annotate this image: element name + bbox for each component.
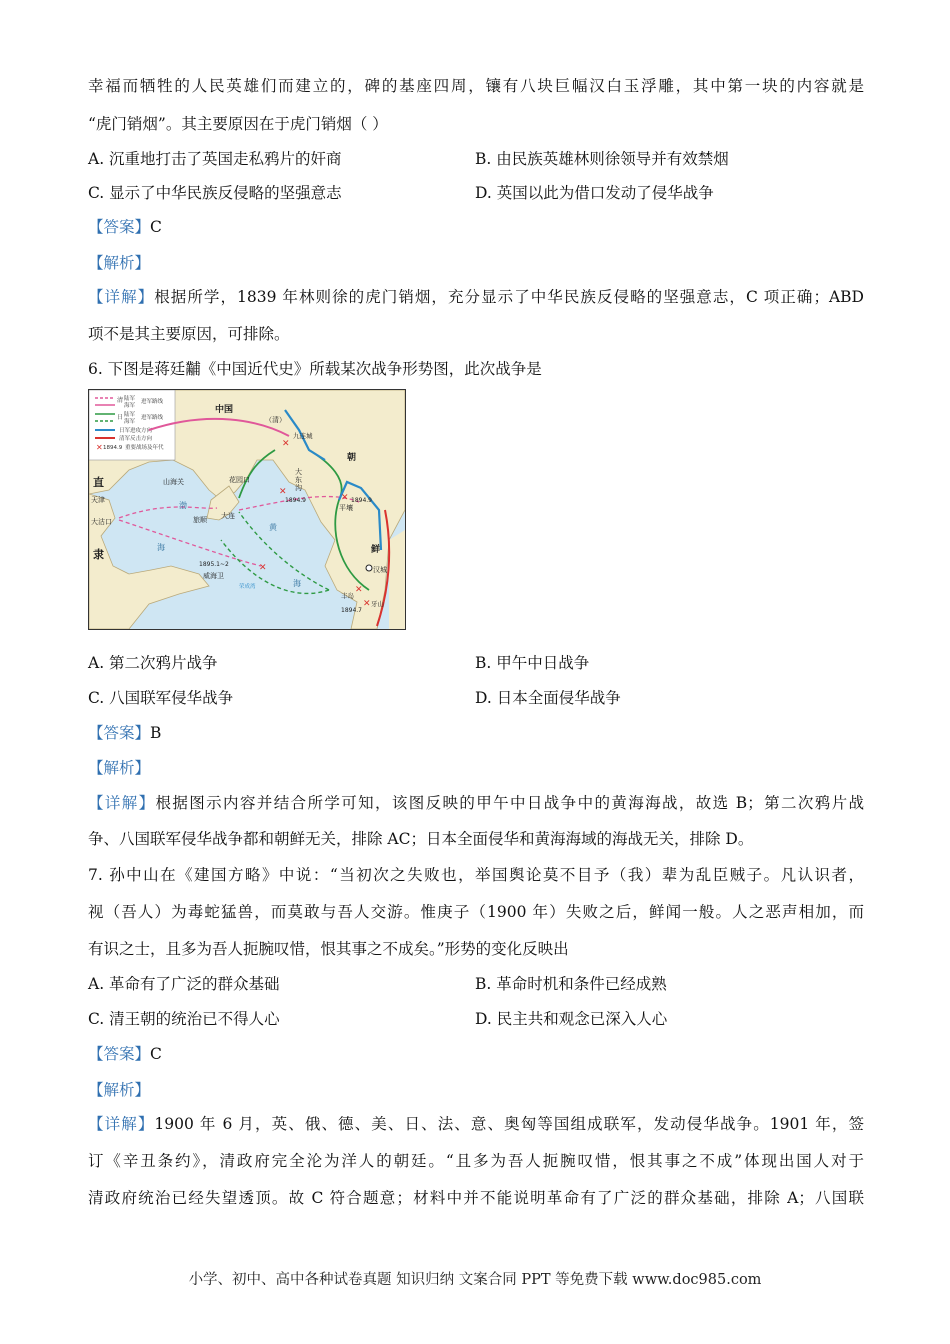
legend-qing-counter-label: 清军反击方向 bbox=[119, 436, 153, 442]
analysis-tag: 【解析】 bbox=[88, 254, 151, 272]
label-fengdao: 丰岛 bbox=[341, 592, 354, 600]
q6-option-c: C. 八国联军侵华战争 bbox=[88, 689, 234, 707]
q5-detail-line-2: 项不是其主要原因，可排除。 bbox=[88, 325, 290, 343]
label-qing: （清） bbox=[265, 416, 286, 424]
battle-marker: ✕ bbox=[341, 493, 349, 503]
answer-value: C bbox=[150, 218, 162, 236]
label-yashan: 牙山 bbox=[371, 600, 384, 608]
label-rongcheng: 荣成湾 bbox=[239, 584, 256, 590]
q5-stem-line-2: “虎门销烟”。其主要原因在于虎门销烟（ ） bbox=[88, 115, 388, 133]
battle-marker: ✕ bbox=[279, 487, 287, 497]
label-bo-sea-2: 海 bbox=[157, 543, 165, 552]
detail-text: 根据所学，1839 年林则徐的虎门销烟，充分显示了中华民族反侵略的坚强意志，C 项正确；ABD bbox=[154, 288, 864, 306]
korea-east-land bbox=[389, 530, 405, 629]
q7-option-d: D. 民主共和观念已深入人心 bbox=[475, 1010, 668, 1028]
legend-land-army-label: 陆军 bbox=[124, 396, 136, 402]
answer-value: C bbox=[150, 1045, 162, 1063]
answer-value: B bbox=[150, 724, 162, 742]
label-dadonggou-1: 大 bbox=[295, 468, 302, 476]
label-hancheng: 汉城 bbox=[373, 566, 387, 574]
label-battle-1895: 1895.1~2 bbox=[199, 561, 229, 568]
q5-option-a: A. 沉重地打击了英国走私鸦片的奸商 bbox=[88, 150, 342, 168]
detail-tag: 【详解】 bbox=[88, 1115, 155, 1133]
q5-analysis-tag bbox=[88, 252, 150, 274]
legend-navy-label: 海军 bbox=[124, 403, 136, 409]
q5-option-b: B. 由民族英雄林则徐领导并有效禁烟 bbox=[475, 150, 729, 168]
page-footer: 小学、初中、高中各种试卷真题 知识归纳 文案合同 PPT 等免费下载 www.doc985.com bbox=[188, 1272, 762, 1288]
q6-option-b: B. 甲午中日战争 bbox=[475, 654, 590, 672]
legend-japan-land-label: 陆军 bbox=[124, 412, 136, 418]
label-dadonggou-3: 沟 bbox=[295, 484, 302, 492]
label-bo-sea: 渤 bbox=[179, 501, 187, 510]
legend-qing-label: 清 bbox=[117, 397, 124, 404]
label-dagukou: 大沽口 bbox=[91, 518, 112, 526]
legend-battle-label: 重要战场及年代 bbox=[125, 445, 164, 451]
q7-detail-line-2: 订《辛丑条约》，清政府完全沦为洋人的朝廷。“且多为吾人扼腕叹惜，恨其事之不成”体现出国人对于 bbox=[88, 1152, 864, 1170]
label-huayuankou: 花园口 bbox=[229, 476, 250, 484]
q6-detail-line-1 bbox=[88, 792, 864, 814]
answer-tag: 【答案】 bbox=[88, 218, 151, 236]
label-tianjin: 天津 bbox=[91, 496, 105, 504]
q6-stem: 6. 下图是蒋廷黼《中国近代史》所载某次战争形势图，此次战争是 bbox=[88, 360, 542, 378]
analysis-tag: 【解析】 bbox=[88, 1081, 151, 1099]
map-svg bbox=[89, 390, 405, 629]
label-huang-sea-2: 海 bbox=[293, 579, 301, 588]
legend-battle-x: ✕ bbox=[96, 443, 103, 452]
q6-option-d: D. 日本全面侵华战争 bbox=[475, 689, 621, 707]
q5-answer bbox=[88, 216, 162, 238]
q6-analysis-tag bbox=[88, 757, 150, 779]
label-jiuliancheng: 九连城 bbox=[293, 432, 313, 440]
battle-marker: ✕ bbox=[355, 585, 363, 595]
q5-detail-line-1 bbox=[88, 286, 864, 308]
q7-stem-line-2: 视（吾人）为毒蛇猛兽，而莫敢与吾人交游。惟庚子（1900 年）失败之后，鲜闻一般。人之恶声相加，而 bbox=[88, 903, 864, 921]
q7-answer bbox=[88, 1043, 162, 1065]
label-battle-1894-7: 1894.7 bbox=[341, 607, 362, 614]
legend-japan-navy-label: 海军 bbox=[124, 419, 136, 425]
battle-marker: ✕ bbox=[363, 599, 371, 609]
battle-marker: ✕ bbox=[259, 563, 267, 573]
legend-battle-year: 1894.9 bbox=[103, 445, 123, 451]
battle-marker: ✕ bbox=[282, 439, 290, 449]
q5-option-c: C. 显示了中华民族反侵略的坚强意志 bbox=[88, 184, 342, 202]
legend-japan-label: 日 bbox=[117, 414, 124, 421]
q5-stem-line-1: 幸福而牺牲的人民英雄们而建立的，碑的基座四周，镶有八块巨幅汉白玉浮雕，其中第一块的内容就是 bbox=[88, 77, 864, 95]
q7-stem-line-3: 有识之士，且多为吾人扼腕叹惜，恨其事之不成矣。”形势的变化反映出 bbox=[88, 940, 569, 958]
q7-option-b: B. 革命时机和条件已经成熟 bbox=[475, 975, 667, 993]
war-situation-map bbox=[88, 389, 406, 630]
label-dalian: 大连 bbox=[221, 512, 235, 520]
answer-tag: 【答案】 bbox=[88, 1045, 151, 1063]
label-weihaiwei: 威海卫 bbox=[203, 572, 224, 580]
q5-option-d: D. 英国以此为借口发动了侵华战争 bbox=[475, 184, 714, 202]
q7-stem-line-1: 7. 孙中山在《建国方略》中说：“当初次之失败也，举国舆论莫不目予（我）辈为乱臣贼子。凡认识者， bbox=[88, 866, 864, 884]
q6-detail-line-2: 争、八国联军侵华战争都和朝鲜无关，排除 AC；日本全面侵华和黄海海域的海战无关，排除 D。 bbox=[88, 830, 754, 848]
detail-tag: 【详解】 bbox=[88, 794, 156, 812]
detail-tag: 【详解】 bbox=[88, 288, 155, 306]
q7-analysis-tag bbox=[88, 1079, 150, 1101]
label-korea-2: 鲜 bbox=[371, 545, 381, 555]
label-battle-1894-9-a: 1894.9 bbox=[285, 497, 306, 504]
q6-answer bbox=[88, 722, 161, 744]
detail-text: 1900 年 6 月，英、俄、德、美、日、法、意、奥匈等国组成联军，发动侵华战争。1901 年，签 bbox=[154, 1115, 864, 1133]
label-li: 隶 bbox=[93, 548, 104, 561]
label-dadonggou-2: 东 bbox=[295, 476, 302, 484]
answer-tag: 【答案】 bbox=[88, 724, 151, 742]
label-korea-1: 朝 bbox=[347, 453, 357, 463]
legend-advance-route-label: 进军路线 bbox=[141, 399, 164, 405]
analysis-tag: 【解析】 bbox=[88, 759, 151, 777]
label-battle-1894-9-b: 1894.9 bbox=[351, 497, 372, 504]
q7-detail-line-1 bbox=[88, 1113, 864, 1135]
label-zhi: 直 bbox=[93, 476, 104, 489]
q7-option-a: A. 革命有了广泛的群众基础 bbox=[88, 975, 280, 993]
detail-text: 根据图示内容并结合所学可知，该图反映的甲午中日战争中的黄海海战，故选 B；第二次鸦片战 bbox=[155, 794, 864, 812]
label-huang-sea: 黄 bbox=[269, 523, 277, 532]
legend-japan-advance-label: 日军进攻方向 bbox=[119, 428, 153, 434]
legend-japan-route-label: 进军路线 bbox=[141, 415, 164, 421]
label-pingrang: 平壤 bbox=[339, 504, 353, 512]
label-shanhaiguan: 山海关 bbox=[163, 478, 184, 486]
hancheng-city-marker bbox=[366, 565, 372, 571]
q7-option-c: C. 清王朝的统治已不得人心 bbox=[88, 1010, 280, 1028]
q6-option-a: A. 第二次鸦片战争 bbox=[88, 654, 218, 672]
label-china: 中国 bbox=[215, 405, 234, 415]
label-lushun: 旅顺 bbox=[193, 516, 207, 524]
q7-detail-line-3: 清政府统治已经失望透顶。故 C 符合题意；材料中并不能说明革命有了广泛的群众基础，排除 A；八国联 bbox=[88, 1189, 864, 1207]
